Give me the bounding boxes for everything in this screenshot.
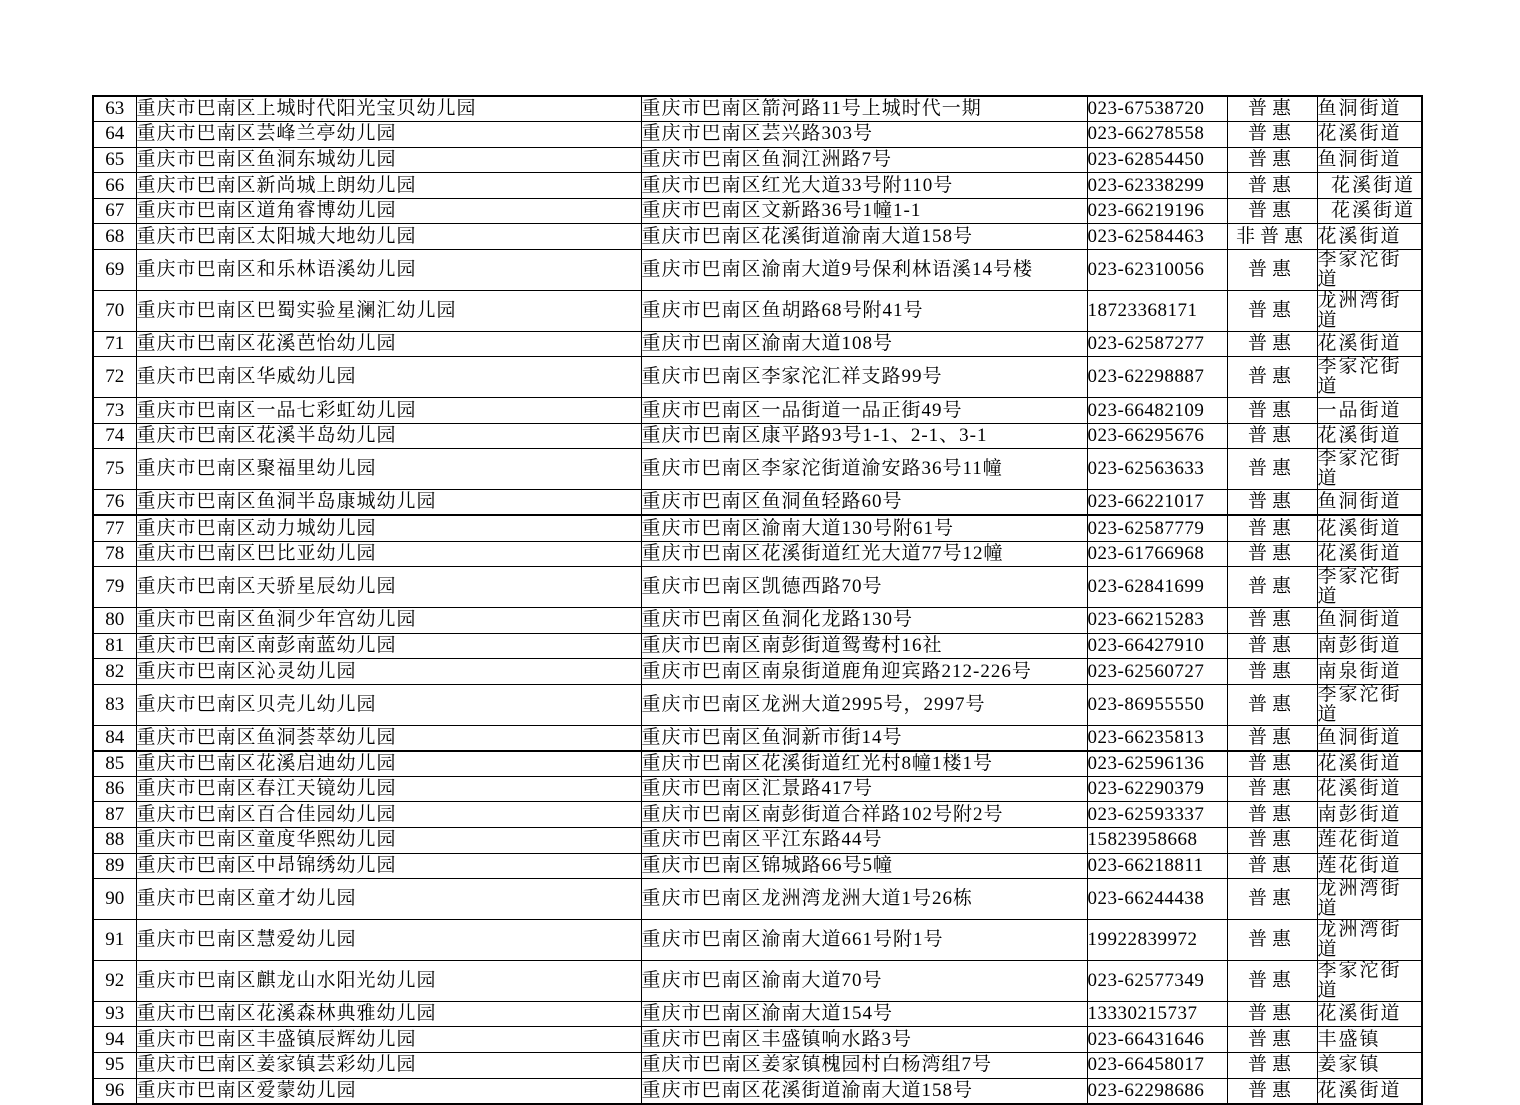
row-number-cell: 79: [93, 567, 136, 608]
name-cell: 重庆市巴南区鱼洞半岛康城幼儿园: [136, 490, 641, 516]
phone-cell: 023-66295676: [1087, 423, 1227, 449]
phone-cell: 13330215737: [1087, 1001, 1227, 1027]
phone-cell: 023-62298887: [1087, 357, 1227, 398]
type-cell: 普惠: [1227, 398, 1317, 424]
type-cell: 普惠: [1227, 1001, 1317, 1027]
phone-cell: 023-62841699: [1087, 567, 1227, 608]
phone-cell: 023-66458017: [1087, 1053, 1227, 1079]
type-cell: 普惠: [1227, 659, 1317, 685]
type-cell: 普惠: [1227, 776, 1317, 802]
name-cell: 重庆市巴南区聚福里幼儿园: [136, 449, 641, 490]
type-cell: 普惠: [1227, 684, 1317, 725]
street-cell: 李家沱街道: [1317, 567, 1422, 608]
address-cell: 重庆市巴南区凯德西路70号: [641, 567, 1087, 608]
table-row: [93, 920, 1422, 961]
row-number-cell: 70: [93, 290, 136, 331]
street-cell: 鱼洞街道: [1317, 725, 1422, 751]
address-cell: 重庆市巴南区花溪街道渝南大道158号: [641, 224, 1087, 250]
type-cell: 普惠: [1227, 1027, 1317, 1053]
address-cell: 重庆市巴南区平江东路44号: [641, 828, 1087, 854]
phone-cell: 023-62563633: [1087, 449, 1227, 490]
type-cell: 普惠: [1227, 449, 1317, 490]
table-row: [93, 490, 1422, 516]
row-number-cell: 74: [93, 423, 136, 449]
name-cell: 重庆市巴南区沁灵幼儿园: [136, 659, 641, 685]
table-row: [93, 725, 1422, 751]
name-cell: 重庆市巴南区丰盛镇辰辉幼儿园: [136, 1027, 641, 1053]
name-cell: 重庆市巴南区春江天镜幼儿园: [136, 776, 641, 802]
name-cell: 重庆市巴南区巴蜀实验星澜汇幼儿园: [136, 290, 641, 331]
table-row: [93, 853, 1422, 879]
name-cell: 重庆市巴南区姜家镇芸彩幼儿园: [136, 1053, 641, 1079]
row-number-cell: 64: [93, 122, 136, 148]
name-cell: 重庆市巴南区花溪启迪幼儿园: [136, 751, 641, 777]
street-cell: 花溪街道: [1317, 1001, 1422, 1027]
phone-cell: 023-62577349: [1087, 960, 1227, 1001]
name-cell: 重庆市巴南区鱼洞少年宫幼儿园: [136, 608, 641, 634]
row-number-cell: 85: [93, 751, 136, 777]
street-cell: 李家沱街道: [1317, 449, 1422, 490]
phone-cell: 023-61766968: [1087, 541, 1227, 567]
name-cell: 重庆市巴南区鱼洞东城幼儿园: [136, 147, 641, 173]
type-cell: 普惠: [1227, 567, 1317, 608]
row-number-cell: 94: [93, 1027, 136, 1053]
street-cell: 丰盛镇: [1317, 1027, 1422, 1053]
street-cell: 南泉街道: [1317, 659, 1422, 685]
street-cell: 鱼洞街道: [1317, 96, 1422, 122]
row-number-cell: 68: [93, 224, 136, 250]
row-number-cell: 89: [93, 853, 136, 879]
type-cell: 普惠: [1227, 633, 1317, 659]
street-cell: 龙洲湾街道: [1317, 920, 1422, 961]
phone-cell: 023-66235813: [1087, 725, 1227, 751]
name-cell: 重庆市巴南区慧爱幼儿园: [136, 920, 641, 961]
address-cell: 重庆市巴南区渝南大道108号: [641, 331, 1087, 357]
street-cell: 一品街道: [1317, 398, 1422, 424]
kindergarten-table: [92, 95, 1423, 1105]
address-cell: 重庆市巴南区龙洲大道2995号，2997号: [641, 684, 1087, 725]
street-cell: 李家沱街道: [1317, 357, 1422, 398]
row-number-cell: 82: [93, 659, 136, 685]
type-cell: 普惠: [1227, 290, 1317, 331]
phone-cell: 023-62310056: [1087, 250, 1227, 291]
type-cell: 普惠: [1227, 198, 1317, 224]
address-cell: 重庆市巴南区汇景路417号: [641, 776, 1087, 802]
address-cell: 重庆市巴南区姜家镇槐园村白杨湾组7号: [641, 1053, 1087, 1079]
type-cell: 普惠: [1227, 751, 1317, 777]
phone-cell: 023-62338299: [1087, 173, 1227, 199]
table-row: [93, 357, 1422, 398]
address-cell: 重庆市巴南区南彭街道鸳鸯村16社: [641, 633, 1087, 659]
phone-cell: 023-62596136: [1087, 751, 1227, 777]
address-cell: 重庆市巴南区箭河路11号上城时代一期: [641, 96, 1087, 122]
row-number-cell: 88: [93, 828, 136, 854]
type-cell: 普惠: [1227, 853, 1317, 879]
row-number-cell: 78: [93, 541, 136, 567]
table-row: [93, 147, 1422, 173]
name-cell: 重庆市巴南区麒龙山水阳光幼儿园: [136, 960, 641, 1001]
address-cell: 重庆市巴南区红光大道33号附110号: [641, 173, 1087, 199]
name-cell: 重庆市巴南区花溪半岛幼儿园: [136, 423, 641, 449]
name-cell: 重庆市巴南区天骄星辰幼儿园: [136, 567, 641, 608]
address-cell: 重庆市巴南区鱼洞江洲路7号: [641, 147, 1087, 173]
row-number-cell: 80: [93, 608, 136, 634]
name-cell: 重庆市巴南区一品七彩虹幼儿园: [136, 398, 641, 424]
type-cell: 普惠: [1227, 147, 1317, 173]
phone-cell: 023-66278558: [1087, 122, 1227, 148]
phone-cell: 023-62593337: [1087, 802, 1227, 828]
name-cell: 重庆市巴南区中昂锦绣幼儿园: [136, 853, 641, 879]
street-cell: 花溪街道: [1317, 224, 1422, 250]
table-row: [93, 776, 1422, 802]
table-row: [93, 122, 1422, 148]
street-cell: 莲花街道: [1317, 828, 1422, 854]
row-number-cell: 75: [93, 449, 136, 490]
street-cell: 龙洲湾街道: [1317, 290, 1422, 331]
address-cell: 重庆市巴南区文新路36号1幢1-1: [641, 198, 1087, 224]
street-cell: 鱼洞街道: [1317, 147, 1422, 173]
type-cell: 普惠: [1227, 725, 1317, 751]
row-number-cell: 83: [93, 684, 136, 725]
phone-cell: 023-62298686: [1087, 1078, 1227, 1104]
row-number-cell: 96: [93, 1078, 136, 1104]
street-cell: 姜家镇: [1317, 1053, 1422, 1079]
table-row: [93, 1053, 1422, 1079]
street-cell: 鱼洞街道: [1317, 490, 1422, 516]
name-cell: 重庆市巴南区鱼洞荟萃幼儿园: [136, 725, 641, 751]
name-cell: 重庆市巴南区花溪芭怡幼儿园: [136, 331, 641, 357]
table-row: [93, 608, 1422, 634]
name-cell: 重庆市巴南区童度华熙幼儿园: [136, 828, 641, 854]
type-cell: 普惠: [1227, 331, 1317, 357]
table-row: [93, 1027, 1422, 1053]
name-cell: 重庆市巴南区芸峰兰亭幼儿园: [136, 122, 641, 148]
phone-cell: 15823958668: [1087, 828, 1227, 854]
name-cell: 重庆市巴南区道角睿博幼儿园: [136, 198, 641, 224]
type-cell: 非普惠: [1227, 224, 1317, 250]
type-cell: 普惠: [1227, 828, 1317, 854]
name-cell: 重庆市巴南区南彭南蓝幼儿园: [136, 633, 641, 659]
phone-cell: 023-66427910: [1087, 633, 1227, 659]
type-cell: 普惠: [1227, 802, 1317, 828]
row-number-cell: 66: [93, 173, 136, 199]
street-cell: 花溪街道: [1317, 541, 1422, 567]
street-cell: 花溪街道: [1317, 776, 1422, 802]
street-cell: 花溪街道: [1317, 331, 1422, 357]
table-row: [93, 224, 1422, 250]
name-cell: 重庆市巴南区华威幼儿园: [136, 357, 641, 398]
table-row: [93, 802, 1422, 828]
type-cell: 普惠: [1227, 122, 1317, 148]
table-row: [93, 398, 1422, 424]
street-cell: 花溪街道: [1317, 198, 1422, 224]
phone-cell: 023-66482109: [1087, 398, 1227, 424]
type-cell: 普惠: [1227, 357, 1317, 398]
type-cell: 普惠: [1227, 1078, 1317, 1104]
street-cell: 鱼洞街道: [1317, 608, 1422, 634]
name-cell: 重庆市巴南区上城时代阳光宝贝幼儿园: [136, 96, 641, 122]
table-row: [93, 290, 1422, 331]
address-cell: 重庆市巴南区南彭街道合祥路102号附2号: [641, 802, 1087, 828]
table-row: [93, 751, 1422, 777]
address-cell: 重庆市巴南区渝南大道70号: [641, 960, 1087, 1001]
address-cell: 重庆市巴南区鱼洞化龙路130号: [641, 608, 1087, 634]
phone-cell: 023-62290379: [1087, 776, 1227, 802]
table-row: [93, 96, 1422, 122]
address-cell: 重庆市巴南区渝南大道9号保利林语溪14号楼: [641, 250, 1087, 291]
row-number-cell: 87: [93, 802, 136, 828]
address-cell: 重庆市巴南区花溪街道渝南大道158号: [641, 1078, 1087, 1104]
name-cell: 重庆市巴南区和乐林语溪幼儿园: [136, 250, 641, 291]
table-row: [93, 828, 1422, 854]
address-cell: 重庆市巴南区渝南大道661号附1号: [641, 920, 1087, 961]
table-row: [93, 250, 1422, 291]
street-cell: 花溪街道: [1317, 173, 1422, 199]
name-cell: 重庆市巴南区动力城幼儿园: [136, 515, 641, 541]
row-number-cell: 73: [93, 398, 136, 424]
street-cell: 花溪街道: [1317, 751, 1422, 777]
table-body: [93, 96, 1422, 1104]
address-cell: 重庆市巴南区龙洲湾龙洲大道1号26栋: [641, 879, 1087, 920]
row-number-cell: 93: [93, 1001, 136, 1027]
street-cell: 李家沱街道: [1317, 684, 1422, 725]
phone-cell: 023-62854450: [1087, 147, 1227, 173]
table-row: [93, 879, 1422, 920]
address-cell: 重庆市巴南区渝南大道130号附61号: [641, 515, 1087, 541]
table-row: [93, 198, 1422, 224]
phone-cell: 023-86955550: [1087, 684, 1227, 725]
row-number-cell: 72: [93, 357, 136, 398]
type-cell: 普惠: [1227, 920, 1317, 961]
table-row: [93, 1078, 1422, 1104]
address-cell: 重庆市巴南区鱼胡路68号附41号: [641, 290, 1087, 331]
row-number-cell: 67: [93, 198, 136, 224]
table-row: [93, 449, 1422, 490]
row-number-cell: 91: [93, 920, 136, 961]
phone-cell: 023-66244438: [1087, 879, 1227, 920]
address-cell: 重庆市巴南区李家沱汇祥支路99号: [641, 357, 1087, 398]
address-cell: 重庆市巴南区花溪街道红光大道77号12幢: [641, 541, 1087, 567]
table-row: [93, 684, 1422, 725]
name-cell: 重庆市巴南区太阳城大地幼儿园: [136, 224, 641, 250]
name-cell: 重庆市巴南区新尚城上朗幼儿园: [136, 173, 641, 199]
type-cell: 普惠: [1227, 608, 1317, 634]
row-number-cell: 65: [93, 147, 136, 173]
table-row: [93, 633, 1422, 659]
address-cell: 重庆市巴南区南泉街道鹿角迎宾路212-226号: [641, 659, 1087, 685]
phone-cell: 023-66219196: [1087, 198, 1227, 224]
phone-cell: 023-62587779: [1087, 515, 1227, 541]
phone-cell: 023-67538720: [1087, 96, 1227, 122]
phone-cell: 023-66218811: [1087, 853, 1227, 879]
phone-cell: 023-62587277: [1087, 331, 1227, 357]
phone-cell: 023-66221017: [1087, 490, 1227, 516]
street-cell: 李家沱街道: [1317, 250, 1422, 291]
row-number-cell: 95: [93, 1053, 136, 1079]
type-cell: 普惠: [1227, 960, 1317, 1001]
phone-cell: 18723368171: [1087, 290, 1227, 331]
row-number-cell: 63: [93, 96, 136, 122]
type-cell: 普惠: [1227, 173, 1317, 199]
address-cell: 重庆市巴南区鱼洞新市街14号: [641, 725, 1087, 751]
row-number-cell: 81: [93, 633, 136, 659]
table-row: [93, 1001, 1422, 1027]
phone-cell: 023-66431646: [1087, 1027, 1227, 1053]
street-cell: 花溪街道: [1317, 122, 1422, 148]
address-cell: 重庆市巴南区一品街道一品正街49号: [641, 398, 1087, 424]
name-cell: 重庆市巴南区巴比亚幼儿园: [136, 541, 641, 567]
street-cell: 龙洲湾街道: [1317, 879, 1422, 920]
phone-cell: 023-62560727: [1087, 659, 1227, 685]
address-cell: 重庆市巴南区李家沱街道渝安路36号11幢: [641, 449, 1087, 490]
row-number-cell: 76: [93, 490, 136, 516]
address-cell: 重庆市巴南区花溪街道红光村8幢1楼1号: [641, 751, 1087, 777]
table-row: [93, 541, 1422, 567]
address-cell: 重庆市巴南区锦城路66号5幢: [641, 853, 1087, 879]
table-row: [93, 659, 1422, 685]
address-cell: 重庆市巴南区康平路93号1-1、2-1、3-1: [641, 423, 1087, 449]
table-row: [93, 423, 1422, 449]
phone-cell: 023-66215283: [1087, 608, 1227, 634]
row-number-cell: 71: [93, 331, 136, 357]
name-cell: 重庆市巴南区童才幼儿园: [136, 879, 641, 920]
name-cell: 重庆市巴南区爱蒙幼儿园: [136, 1078, 641, 1104]
address-cell: 重庆市巴南区渝南大道154号: [641, 1001, 1087, 1027]
phone-cell: 19922839972: [1087, 920, 1227, 961]
type-cell: 普惠: [1227, 541, 1317, 567]
street-cell: 莲花街道: [1317, 853, 1422, 879]
type-cell: 普惠: [1227, 1053, 1317, 1079]
street-cell: 花溪街道: [1317, 423, 1422, 449]
table-row: [93, 331, 1422, 357]
address-cell: 重庆市巴南区鱼洞鱼轻路60号: [641, 490, 1087, 516]
row-number-cell: 84: [93, 725, 136, 751]
table-row: [93, 960, 1422, 1001]
name-cell: 重庆市巴南区百合佳园幼儿园: [136, 802, 641, 828]
table-row: [93, 173, 1422, 199]
street-cell: 花溪街道: [1317, 1078, 1422, 1104]
row-number-cell: 90: [93, 879, 136, 920]
street-cell: 花溪街道: [1317, 515, 1422, 541]
name-cell: 重庆市巴南区贝壳儿幼儿园: [136, 684, 641, 725]
address-cell: 重庆市巴南区芸兴路303号: [641, 122, 1087, 148]
type-cell: 普惠: [1227, 96, 1317, 122]
street-cell: 南彭街道: [1317, 633, 1422, 659]
type-cell: 普惠: [1227, 250, 1317, 291]
row-number-cell: 92: [93, 960, 136, 1001]
street-cell: 李家沱街道: [1317, 960, 1422, 1001]
row-number-cell: 86: [93, 776, 136, 802]
type-cell: 普惠: [1227, 490, 1317, 516]
address-cell: 重庆市巴南区丰盛镇响水路3号: [641, 1027, 1087, 1053]
type-cell: 普惠: [1227, 879, 1317, 920]
phone-cell: 023-62584463: [1087, 224, 1227, 250]
row-number-cell: 69: [93, 250, 136, 291]
type-cell: 普惠: [1227, 423, 1317, 449]
table-row: [93, 567, 1422, 608]
table-row: [93, 515, 1422, 541]
name-cell: 重庆市巴南区花溪森林典雅幼儿园: [136, 1001, 641, 1027]
street-cell: 南彭街道: [1317, 802, 1422, 828]
row-number-cell: 77: [93, 515, 136, 541]
type-cell: 普惠: [1227, 515, 1317, 541]
